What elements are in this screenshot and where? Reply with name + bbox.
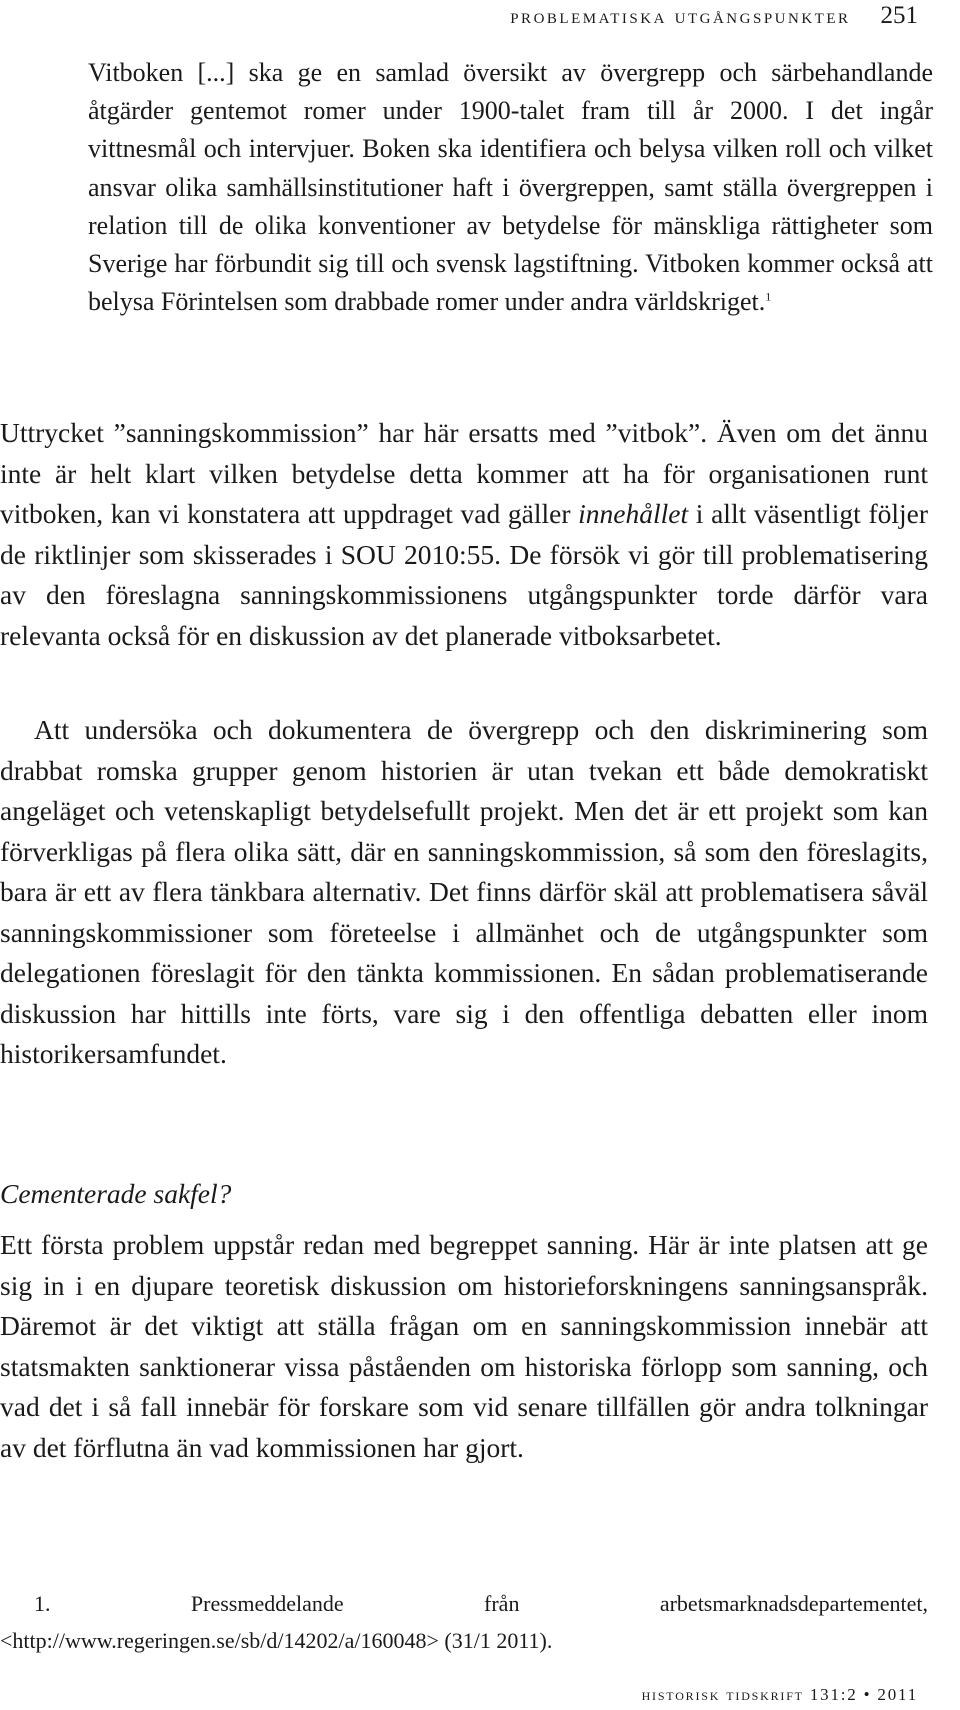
paragraph-1: [0, 413, 928, 656]
page-number: 251: [880, 2, 918, 29]
running-header: [0, 2, 918, 30]
footnote: [0, 1585, 928, 1659]
running-title: problematiska utgångspunkter: [510, 4, 851, 28]
section-heading: Cementerade sakfel?: [0, 1178, 232, 1209]
block-quote: [88, 54, 933, 321]
footnote-marker: 1: [765, 289, 772, 304]
quote-text: Vitboken [...] ska ge en samlad översikt av övergrepp och särbehandlande åtgärder gentemot romer under 1900-talet fram till år 2000. I det ingår vittnesmål och intervjuer. Boken ska identifiera och belysa vilken roll och vilket ansvar olika samhällsinstitutioner haft i övergreppen, samt ställa övergreppen i relation till de olika konventioner av betydelse för mänskliga rättigheter som Sverige har förbundit sig till och svensk lagstiftning. Vitboken kommer också att belysa Förintelsen som drabbade romer under andra världskriget.: [88, 58, 933, 317]
paragraph-2-text: Att undersöka och dokumentera de övergrepp och den diskriminering som drabbat romska grupper genom historien är utan tvekan ett både demokratiskt angeläget och vetenskapligt betydelsefullt projekt. Men det är ett projekt som kan förverkligas på flera olika sätt, där en sanningskommission, så som den föreslagits, bara är ett av flera tänkbara alternativ. Det finns därför skäl att problematisera såväl sanningskommissioner som företeelse i allmänhet och de utgångspunkter som delegationen föreslagit för den tänkta kommissionen. En sådan problematiserande diskussion har hittills inte förts, vare sig i den offentliga debatten eller inom historikersamfundet.: [0, 714, 928, 1069]
paragraph-3-text: Ett första problem uppstår redan med begreppet sanning. Här är inte platsen att ge sig in i en djupare teoretisk diskussion om historieforskningens sanningsanspråk. Däremot är det viktigt att ställa frågan om en sanningskommission innebär att statsmakten sanktionerar vissa påståenden om historiska förlopp som sanning, och vad det i så fall innebär för forskare som vid senare tillfällen gör andra tolkningar av det förflutna än vad kommissionen har gjort.: [0, 1229, 928, 1463]
footnote-text: 1. Pressmeddelande från arbetsmarknadsdepartementet, <http://www.regeringen.se/sb/d/14202/a/160048> (31/1 2011).: [0, 1591, 928, 1653]
paragraph-3: [0, 1225, 928, 1468]
journal-footer: historisk tidskrift 131:2 • 2011: [641, 1685, 918, 1704]
paragraph-2: [0, 710, 928, 1075]
paragraph-1-end: i allt väsentligt följer de riktlinjer som skisserades i SOU 2010:55. De försök vi gör till problematisering av den föreslagna sanningskommissionens utgångspunkter torde därför vara relevanta också för en diskussion av det planerade vitboksarbetet.: [0, 498, 928, 651]
paragraph-1-start: Uttrycket ”sanningskommission” har här ersatts med ”vitbok”. Även om det ännu inte är helt klart vilken betydelse detta kommer att ha för organisationen runt vitboken, kan vi konstatera att uppdraget vad gäller: [0, 417, 928, 529]
emphasis-innehallet: innehållet: [578, 498, 689, 529]
